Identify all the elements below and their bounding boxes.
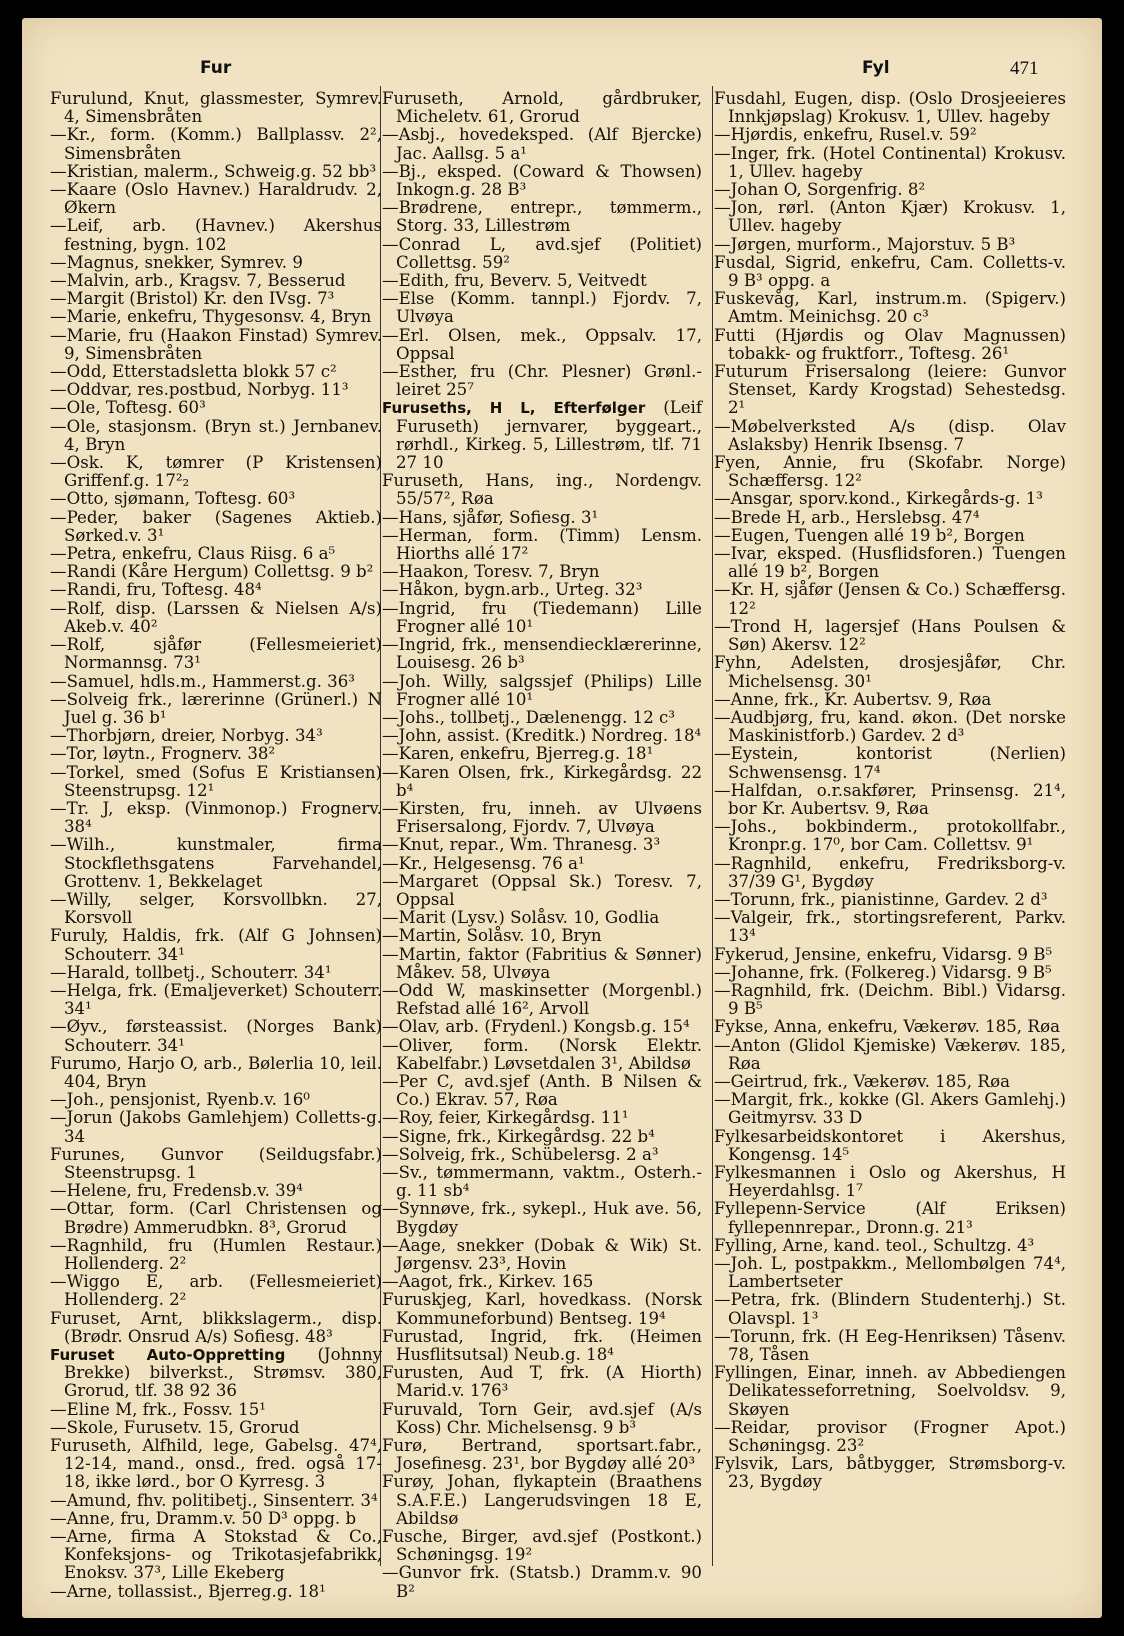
entry-text: Futti (Hjørdis og Olav Magnussen) tobakk- og fruktforr., Toftesg. 26¹ (714, 325, 1066, 363)
directory-entry (714, 1291, 1066, 1327)
entry-text: —Olav, arb. (Frydenl.) Kongsb.g. 15⁴ (382, 1017, 690, 1037)
directory-entry (50, 563, 382, 581)
entry-text: —Margit (Bristol) Kr. den IVsg. 7³ (50, 289, 335, 309)
directory-entry (50, 490, 382, 508)
directory-entry (714, 545, 1066, 581)
directory-entry (50, 1437, 382, 1492)
directory-entry (714, 509, 1066, 527)
entry-text: —Rolf, sjåfør (Fellesmeieriet) Normannsg. 73¹ (50, 635, 382, 673)
entry-text: —Oddvar, res.postbud, Norbyg. 11³ (50, 380, 349, 400)
entry-text: —Geirtrud, frk., Vækerøv. 185, Røa (714, 1071, 1011, 1091)
directory-entry (50, 454, 382, 490)
directory-entry (714, 1018, 1066, 1036)
directory-entry (50, 891, 382, 927)
entry-text: —Gunvor frk. (Statsb.) Dramm.v. 90 B² (382, 1563, 702, 1601)
directory-entry (382, 399, 702, 472)
directory-entry (50, 1310, 382, 1346)
directory-entry (382, 126, 702, 162)
entry-text: —Wiggo E, arb. (Fellesmeieriet) Hollenderg. 2² (50, 1272, 382, 1310)
directory-entry (382, 946, 702, 982)
entry-text: —Ragnhild, frk. (Deichm. Bibl.) Vidarsg. 9 B⁵ (714, 980, 1066, 1019)
directory-entry (714, 199, 1066, 235)
entry-text: —Eugen, Tuengen allé 19 b², Borgen (714, 525, 1025, 545)
entry-text: —Torkel, smed (Sofus E Kristiansen) Steenstrupsg. 12¹ (50, 762, 382, 800)
directory-entry (382, 1364, 702, 1400)
page-number: 471 (1010, 58, 1039, 79)
directory-entry (50, 1146, 382, 1182)
entry-text: —Martin, Solåsv. 10, Bryn (382, 926, 602, 946)
directory-entry (382, 1146, 702, 1164)
entry-text: —Arne, tollassist., Bjerreg.g. 18¹ (50, 1581, 326, 1601)
entry-text: Furuset, Arnt, blikkslagerm., disp. (Brødr. Onsrud A/s) Sofiesg. 48³ (50, 1308, 382, 1346)
directory-entry (382, 1291, 702, 1327)
entry-text: —Jorun (Jakobs Gamlehjem) Colletts-g. 34 (50, 1108, 382, 1146)
entry-text: Furustad, Ingrid, frk. (Heimen Husflitsutsal) Neub.g. 18⁴ (382, 1326, 702, 1365)
directory-entry (714, 618, 1066, 654)
entry-text: —Kristian, malerm., Schweig.g. 52 bb³ (50, 161, 377, 181)
entry-text: —Randi (Kåre Hergum) Collettsg. 9 b² (50, 562, 374, 582)
entry-text: —Reidar, provisor (Frogner Apot.) Schøningsg. 23² (714, 1417, 1066, 1456)
directory-entry (382, 581, 702, 599)
directory-entry (50, 1091, 382, 1109)
entry-text: —Per C, avd.sjef (Anth. B Nilsen & Co.) Ekrav. 57, Røa (382, 1071, 702, 1110)
entry-text: —Kr. H, sjåfør (Jensen & Co.) Schæffersg. 12² (714, 580, 1066, 618)
entry-text: Furusten, Aud T, frk. (A Hiorth) Marid.v. 176³ (382, 1363, 702, 1401)
directory-entry (382, 855, 702, 873)
entry-text: —Aage, snekker (Dobak & Wik) St. Jørgensv. 23³, Hovin (382, 1235, 702, 1273)
directory-entry (714, 1237, 1066, 1255)
entry-text: Fusdal, Sigrid, enkefru, Cam. Colletts-v. 9 B³ oppg. a (714, 252, 1066, 291)
entry-text: —Asbj., hovedeksped. (Alf Bjercke) Jac. Aallsg. 5 a¹ (382, 125, 702, 163)
entry-text: —Ingrid, frk., mensendiecklærerinne, Louisesg. 26 b³ (382, 635, 702, 673)
entry-text: —Trond H, lagersjef (Hans Poulsen & Søn) Akersv. 12² (714, 616, 1066, 655)
entry-text: —Kaare (Oslo Havnev.) Haraldrudv. 2, Økern (50, 180, 382, 218)
directory-entry (50, 1510, 382, 1528)
entry-text: —Joh. Willy, salgssjef (Philips) Lille Frogner allé 10¹ (382, 671, 702, 709)
directory-entry (50, 1200, 382, 1236)
entry-text: —Johs., bokbinderm., protokollfabr., Kronpr.g. 17⁰, bor Cam. Collettsv. 9¹ (714, 817, 1066, 855)
entry-text: —Brødrene, entrepr., tømmerm., Storg. 33, Lillestrøm (382, 198, 702, 236)
entry-text: —Synnøve, frk., sykepl., Huk ave. 56, Bygdøy (382, 1199, 702, 1237)
entry-text: —Håkon, bygn.arb., Urteg. 32³ (382, 580, 643, 600)
directory-entry (382, 927, 702, 945)
directory-entry (50, 90, 382, 126)
directory-entry (714, 1455, 1066, 1491)
directory-entry (50, 418, 382, 454)
entry-text: Fylling, Arne, kand. teol., Schultzg. 4³ (714, 1235, 1035, 1255)
directory-entry (714, 982, 1066, 1018)
directory-entry (50, 600, 382, 636)
directory-entry (714, 745, 1066, 781)
entry-text: —Joh. L, postpakkm., Mellombølgen 74⁴, Lambertseter (714, 1254, 1066, 1292)
directory-entry (382, 982, 702, 1018)
directory-entry (50, 1346, 382, 1401)
entry-text: Fykse, Anna, enkefru, Vækerøv. 185, Røa (714, 1017, 1061, 1037)
directory-page (22, 18, 1102, 1618)
directory-entry (714, 1164, 1066, 1200)
entry-text: —Johanne, frk. (Folkereg.) Vidarsg. 9 B⁵ (714, 962, 1052, 982)
entry-text: —Odd, Etterstadsletta blokk 57 c² (50, 362, 337, 382)
directory-entry (382, 1073, 702, 1109)
entry-text: —Samuel, hdls.m., Hammerst.g. 36³ (50, 671, 355, 691)
directory-entry (714, 454, 1066, 490)
entry-text: —John, assist. (Kreditk.) Nordreg. 18⁴ (382, 726, 702, 746)
entry-text: —Ole, Toftesg. 60³ (50, 398, 206, 418)
directory-entry (50, 217, 382, 253)
directory-entry (382, 1109, 702, 1127)
entry-text: —Bj., eksped. (Coward & Thowsen) Inkogn.g. 28 B³ (382, 161, 702, 200)
entry-text: Furuvald, Torn Geir, avd.sjef (A/s Koss) Chr. Michelsensg. 9 b³ (382, 1399, 702, 1437)
directory-entry (382, 1018, 702, 1036)
directory-entry (714, 909, 1066, 945)
directory-entry (50, 1018, 382, 1054)
column-3 (714, 90, 1066, 1492)
directory-entry (382, 727, 702, 745)
entry-text: —Oliver, form. (Norsk Elektr. Kabelfabr.) Løvsetdalen 3¹, Abildsø (382, 1035, 702, 1073)
directory-entry (382, 472, 702, 508)
directory-entry (382, 709, 702, 727)
entry-text: —Erl. Olsen, mek., Oppsalv. 17, Oppsal (382, 325, 702, 363)
directory-entry (714, 782, 1066, 818)
directory-entry (50, 727, 382, 745)
entry-text: Furumo, Harjo O, arb., Bølerlia 10, leil. 404, Bryn (50, 1053, 382, 1091)
entry-text: —Joh., pensjonist, Ryenb.v. 16⁰ (50, 1090, 310, 1110)
directory-entry (50, 399, 382, 417)
entry-text: —Jon, rørl. (Anton Kjær) Krokusv. 1, Ullev. hageby (714, 198, 1066, 236)
directory-entry (382, 290, 702, 326)
entry-text: Fusdahl, Eugen, disp. (Oslo Drosjeeieres Innkjøpslag) Krokusv. 1, Ullev. hageby (714, 89, 1066, 127)
entry-text: —Marit (Lysv.) Solåsv. 10, Godlia (382, 908, 660, 928)
directory-entry (714, 418, 1066, 454)
directory-entry (714, 1328, 1066, 1364)
entry-text: —Johs., tollbetj., Dælenengg. 12 c³ (382, 707, 675, 727)
directory-entry (714, 181, 1066, 199)
entry-text: —Solveig, frk., Schübelersg. 2 a³ (382, 1144, 659, 1164)
entry-text: Fylsvik, Lars, båtbygger, Strømsborg-v. 23, Bygdøy (714, 1454, 1066, 1492)
directory-entry (50, 1109, 382, 1145)
directory-entry (382, 1437, 702, 1473)
directory-entry (714, 290, 1066, 326)
entry-text: —Sv., tømmermann, vaktm., Osterh.-g. 11 sb⁴ (382, 1162, 702, 1201)
entry-text: —Margit, frk., kokke (Gl. Akers Gamlehj.) Geitmyrsv. 33 D (714, 1090, 1066, 1128)
entry-text: —Tor, løytn., Frognerv. 38² (50, 744, 276, 764)
entry-text: —Arne, firma A Stokstad & Co., Konfeksjons- og Trikotasjefabrikk, Enoksv. 37³, Lille Ekeberg (50, 1527, 382, 1583)
directory-entry (50, 1273, 382, 1309)
entry-text: —Willy, selger, Korsvollbkn. 27, Korsvoll (50, 889, 382, 928)
entry-bold-name: Furuseths, H L, Efterfølger (382, 399, 646, 418)
entry-text: —Leif, arb. (Havnev.) Akershus festning, bygn. 102 (50, 216, 382, 254)
entry-text: (Leif Furuseth) jernvarer, byggeart., rørhdl., Kirkeg. 5, Lillestrøm, tlf. 71 27 10 (396, 398, 702, 473)
directory-entry (50, 982, 382, 1018)
entry-text: —Marie, enkefru, Thygesonsv. 4, Bryn (50, 307, 372, 327)
entry-text: Furuly, Haldis, frk. (Alf G Johnsen) Schouterr. 34¹ (50, 926, 382, 964)
directory-entry (50, 181, 382, 217)
entry-text: Fusche, Birger, avd.sjef (Postkont.) Schøningsg. 19² (382, 1527, 702, 1565)
directory-entry (50, 745, 382, 763)
entry-text: Furulund, Knut, glassmester, Symrev. 4, Simensbråten (50, 89, 382, 127)
entry-text: —Osk. K, tømrer (P Kristensen) Griffenf.g. 17²₂ (50, 453, 382, 491)
entry-text: —Tr. J, eksp. (Vinmonop.) Frognerv. 38⁴ (50, 798, 382, 837)
directory-entry (382, 600, 702, 636)
entry-text: —Møbelverksted A/s (disp. Olav Aslaksby) Henrik Ibsensg. 7 (714, 416, 1066, 454)
directory-entry (382, 1164, 702, 1200)
entry-text: (Johnny Brekke) bilverkst., Strømsv. 380, Grorud, tlf. 38 92 36 (64, 1345, 383, 1401)
entry-text: Fuskevåg, Karl, instrum.m. (Spigerv.) Amtm. Meinichsg. 20 c³ (714, 289, 1066, 327)
directory-entry (382, 1328, 702, 1364)
entry-text: —Helene, fru, Fredensb.v. 39⁴ (50, 1181, 303, 1201)
directory-entry (382, 909, 702, 927)
entry-text: Furuskjeg, Karl, hovedkass. (Norsk Kommuneforbund) Bentseg. 19⁴ (382, 1290, 702, 1328)
entry-text: —Hjørdis, enkefru, Rusel.v. 59² (714, 125, 977, 145)
directory-entry (50, 1401, 382, 1419)
directory-entry (382, 673, 702, 709)
entry-text: Fylkesmannen i Oslo og Akershus, H Heyerdahlsg. 1⁷ (714, 1162, 1066, 1201)
entry-text: —Anne, fru, Dramm.v. 50 D³ oppg. b (50, 1508, 357, 1528)
directory-entry (50, 691, 382, 727)
directory-entry (50, 545, 382, 563)
entry-text: —Esther, fru (Chr. Plesner) Grønl.-leiret 25⁷ (382, 362, 702, 400)
directory-entry (714, 1200, 1066, 1236)
directory-entry (714, 818, 1066, 854)
entry-text: Fykerud, Jensine, enkefru, Vidarsg. 9 B⁵ (714, 944, 1053, 964)
entry-text: —Roy, feier, Kirkegårdsg. 11¹ (382, 1108, 629, 1128)
entry-text: —Petra, enkefru, Claus Riisg. 6 a⁵ (50, 544, 336, 564)
entry-text: —Ivar, eksped. (Husflidsforen.) Tuengen allé 19 b², Borgen (714, 544, 1066, 582)
directory-entry (50, 1237, 382, 1273)
directory-entry (50, 272, 382, 290)
entry-text: —Conrad L, avd.sjef (Politiet) Collettsg. 59² (382, 234, 702, 272)
entry-text: —Eystein, kontorist (Nerlien) Schwensensg. 17⁴ (714, 744, 1066, 782)
entry-text: —Jørgen, murform., Majorstuv. 5 B³ (714, 234, 1016, 254)
entry-text: Furuseth, Alfhild, lege, Gabelsg. 47⁴, 12-14, mand., onsd., fred. også 17-18, ikke lørd., bor O Kyrresg. 3 (50, 1436, 382, 1492)
directory-entry (714, 1128, 1066, 1164)
running-head-right: Fyl (862, 58, 890, 78)
entry-text: Furø, Bertrand, sportsart.fabr., Josefinesg. 23¹, bor Bygdøy allé 20³ (382, 1436, 702, 1474)
directory-entry (714, 1091, 1066, 1127)
directory-entry (382, 1401, 702, 1437)
directory-entry (382, 1473, 702, 1528)
entry-text: —Skole, Furusetv. 15, Grorud (50, 1417, 300, 1437)
directory-entry (382, 1237, 702, 1273)
entry-text: —Wilh., kunstmaler, firma Stockflethsgatens Farvehandel, Grottenv. 1, Bekkelaget (50, 835, 382, 891)
directory-entry (382, 163, 702, 199)
directory-entry (50, 163, 382, 181)
entry-text: Futurum Frisersalong (leiere: Gunvor Stenset, Kardy Krogstad) Sehestedsg. 2¹ (714, 362, 1066, 418)
directory-entry (382, 1128, 702, 1146)
directory-entry (382, 636, 702, 672)
directory-entry (382, 873, 702, 909)
entry-text: —Rolf, disp. (Larssen & Nielsen A/s) Akeb.v. 40² (50, 598, 382, 636)
entry-text: —Øyv., førsteassist. (Norges Bank) Schouterr. 34¹ (50, 1017, 382, 1055)
directory-entry (382, 236, 702, 272)
entry-text: —Kirsten, fru, inneh. av Ulvøens Frisersalong, Fjordv. 7, Ulvøya (382, 798, 702, 837)
entry-text: —Edith, fru, Beverv. 5, Veitvedt (382, 271, 647, 291)
directory-entry (382, 764, 702, 800)
directory-entry (50, 764, 382, 800)
entry-text: Fyhn, Adelsten, drosjesjåfør, Chr. Michelsensg. 30¹ (714, 653, 1066, 691)
entry-text: —Ragnhild, enkefru, Fredriksborg-v. 37/39 G¹, Bygdøy (714, 853, 1066, 891)
directory-entry (50, 1528, 382, 1583)
entry-text: —Harald, tollbetj., Schouterr. 34¹ (50, 962, 332, 982)
entry-text: Fylkesarbeidskontoret i Akershus, Kongensg. 14⁵ (714, 1126, 1066, 1164)
directory-entry (382, 1037, 702, 1073)
entry-text: —Ole, stasjonsm. (Bryn st.) Jernbanev. 4, Bryn (50, 416, 382, 454)
directory-entry (382, 90, 702, 126)
directory-entry (714, 964, 1066, 982)
directory-entry (382, 563, 702, 581)
entry-text: —Audbjørg, fru, kand. økon. (Det norske Maskinistforb.) Gardev. 2 d³ (714, 707, 1066, 746)
directory-entry (382, 836, 702, 854)
directory-entry (714, 654, 1066, 690)
entry-text: —Hans, sjåfør, Sofiesg. 3¹ (382, 507, 599, 527)
entry-text: —Eline M, frk., Fossv. 15¹ (50, 1399, 266, 1419)
directory-entry (382, 1564, 702, 1600)
entry-bold-name: Furuset Auto-Oppretting (50, 1346, 286, 1365)
directory-entry (50, 1419, 382, 1437)
directory-entry (382, 509, 702, 527)
directory-entry (714, 254, 1066, 290)
entry-text: —Kr., form. (Komm.) Ballplassv. 2², Simensbråten (50, 125, 382, 163)
directory-entry (714, 90, 1066, 126)
entry-text: —Knut, repar., Wm. Thranesg. 3³ (382, 835, 661, 855)
directory-entry (382, 199, 702, 235)
entry-text: —Randi, fru, Toftesg. 48⁴ (50, 580, 262, 600)
entry-text: —Kr., Helgesensg. 76 a¹ (382, 853, 585, 873)
column-1 (50, 90, 382, 1601)
entry-text: —Anne, frk., Kr. Aubertsv. 9, Røa (714, 689, 992, 709)
entry-text: —Helga, frk. (Emaljeverket) Schouterr. 34¹ (50, 980, 382, 1019)
entry-text: Furunes, Gunvor (Seildugsfabr.) Steenstrupsg. 1 (50, 1144, 382, 1182)
directory-entry (50, 1182, 382, 1200)
directory-entry (714, 236, 1066, 254)
entry-text: —Torunn, frk., pianistinne, Gardev. 2 d³ (714, 889, 1048, 909)
column-divider (712, 86, 713, 1566)
directory-entry (382, 1273, 702, 1291)
entry-text: —Amund, fhv. politibetj., Sinsenterr. 3⁴ (50, 1490, 378, 1510)
entry-text: —Else (Komm. tannpl.) Fjordv. 7, Ulvøya (382, 289, 702, 327)
directory-entry (50, 673, 382, 691)
directory-entry (714, 891, 1066, 909)
entry-text: Fyllingen, Einar, inneh. av Abbediengen Delikatesseforretning, Soelvoldsv. 9, Skøyen (714, 1363, 1066, 1419)
entry-text: —Magnus, snekker, Symrev. 9 (50, 252, 303, 272)
directory-entry (50, 290, 382, 308)
directory-entry (382, 745, 702, 763)
directory-entry (50, 363, 382, 381)
entry-text: —Odd W, maskinsetter (Morgenbl.) Refstad allé 16², Arvoll (382, 980, 702, 1019)
entry-text: Fyen, Annie, fru (Skofabr. Norge) Schæffersg. 12² (714, 453, 1066, 491)
directory-entry (50, 927, 382, 963)
directory-entry (50, 509, 382, 545)
directory-entry (714, 527, 1066, 545)
directory-entry (714, 1419, 1066, 1455)
entry-text: —Ingrid, fru (Tiedemann) Lille Frogner allé 10¹ (382, 598, 702, 636)
directory-entry (50, 308, 382, 326)
directory-entry (714, 691, 1066, 709)
directory-entry (714, 363, 1066, 418)
directory-entry (714, 126, 1066, 144)
entry-text: —Malvin, arb., Kragsv. 7, Besserud (50, 271, 346, 291)
directory-entry (50, 1055, 382, 1091)
entry-text: —Petra, frk. (Blindern Studenterhj.) St. Olavspl. 1³ (714, 1290, 1066, 1328)
entry-text: —Halfdan, o.r.sakfører, Prinsensg. 21⁴, bor Kr. Aubertsv. 9, Røa (714, 780, 1066, 818)
entry-text: —Karen, enkefru, Bjerreg.g. 18¹ (382, 744, 654, 764)
directory-entry (714, 855, 1066, 891)
entry-text: Furøy, Johan, flykaptein (Braathens S.A.F.E.) Langerudsvingen 18 E, Abildsø (382, 1472, 702, 1528)
entry-text: —Herman, form. (Timm) Lensm. Hiorths allé 17² (382, 525, 702, 564)
entry-text: —Karen Olsen, frk., Kirkegårdsg. 22 b⁴ (382, 762, 702, 800)
entry-text: Furuseth, Arnold, gårdbruker, Micheletv. 61, Grorud (382, 89, 702, 127)
directory-entry (714, 1255, 1066, 1291)
directory-entry (382, 327, 702, 363)
entry-text: —Thorbjørn, dreier, Norbyg. 34³ (50, 726, 323, 746)
directory-entry (50, 381, 382, 399)
directory-entry (714, 946, 1066, 964)
entry-text: Fyllepenn-Service (Alf Eriksen) fyllepennrepar., Dronn.g. 21³ (714, 1199, 1066, 1237)
entry-text: —Ansgar, sporv.kond., Kirkegårds-g. 1³ (714, 489, 1043, 509)
directory-entry (50, 581, 382, 599)
entry-text: —Anton (Glidol Kjemiske) Vækerøv. 185, Røa (714, 1035, 1066, 1073)
directory-entry (50, 800, 382, 836)
directory-entry (382, 272, 702, 290)
entry-text: —Valgeir, frk., stortingsreferent, Parkv. 13⁴ (714, 908, 1066, 946)
entry-text: —Ragnhild, fru (Humlen Restaur.) Hollenderg. 2² (50, 1235, 382, 1273)
directory-entry (382, 527, 702, 563)
directory-entry (50, 636, 382, 672)
entry-text: —Solveig frk., lærerinne (Grünerl.) N Juel g. 36 b¹ (50, 689, 382, 727)
directory-entry (50, 254, 382, 272)
entry-text: —Johan O, Sorgenfrig. 8² (714, 180, 926, 200)
entry-text: —Marie, fru (Haakon Finstad) Symrev. 9, Simensbråten (50, 325, 382, 363)
directory-entry (50, 1583, 382, 1601)
entry-text: —Signe, frk., Kirkegårdsg. 22 b⁴ (382, 1126, 655, 1146)
directory-entry (714, 145, 1066, 181)
directory-entry (714, 1073, 1066, 1091)
directory-entry (382, 1200, 702, 1236)
entry-text: —Haakon, Toresv. 7, Bryn (382, 562, 600, 582)
entry-text: —Aagot, frk., Kirkev. 165 (382, 1272, 594, 1292)
directory-entry (714, 709, 1066, 745)
directory-entry (714, 581, 1066, 617)
entry-text: —Margaret (Oppsal Sk.) Toresv. 7, Oppsal (382, 871, 702, 909)
directory-entry (714, 327, 1066, 363)
directory-entry (382, 363, 702, 399)
directory-entry (382, 800, 702, 836)
directory-entry (714, 1037, 1066, 1073)
entry-text: —Ottar, form. (Carl Christensen og Brødre) Ammerudbkn. 8³, Grorud (50, 1199, 382, 1237)
directory-entry (714, 1364, 1066, 1419)
directory-entry (50, 836, 382, 891)
directory-entry (382, 1528, 702, 1564)
entry-text: —Martin, faktor (Fabritius & Sønner) Måkev. 58, Ulvøya (382, 944, 702, 982)
entry-text: —Inger, frk. (Hotel Continental) Krokusv. 1, Ullev. hageby (714, 143, 1066, 181)
directory-entry (50, 1492, 382, 1510)
entry-text: —Otto, sjømann, Toftesg. 60³ (50, 489, 296, 509)
entry-text: —Brede H, arb., Herslebsg. 47⁴ (714, 507, 980, 527)
entry-text: —Peder, baker (Sagenes Aktieb.) Sørked.v. 3¹ (50, 507, 382, 545)
entry-text: —Torunn, frk. (H Eeg-Henriksen) Tåsenv. 78, Tåsen (714, 1326, 1066, 1365)
entry-text: Furuseth, Hans, ing., Nordengv. 55/57², Røa (382, 471, 702, 509)
directory-entry (50, 964, 382, 982)
running-head-left: Fur (200, 58, 232, 78)
directory-entry (714, 490, 1066, 508)
directory-entry (50, 126, 382, 162)
directory-entry (50, 327, 382, 363)
column-2 (382, 90, 702, 1601)
